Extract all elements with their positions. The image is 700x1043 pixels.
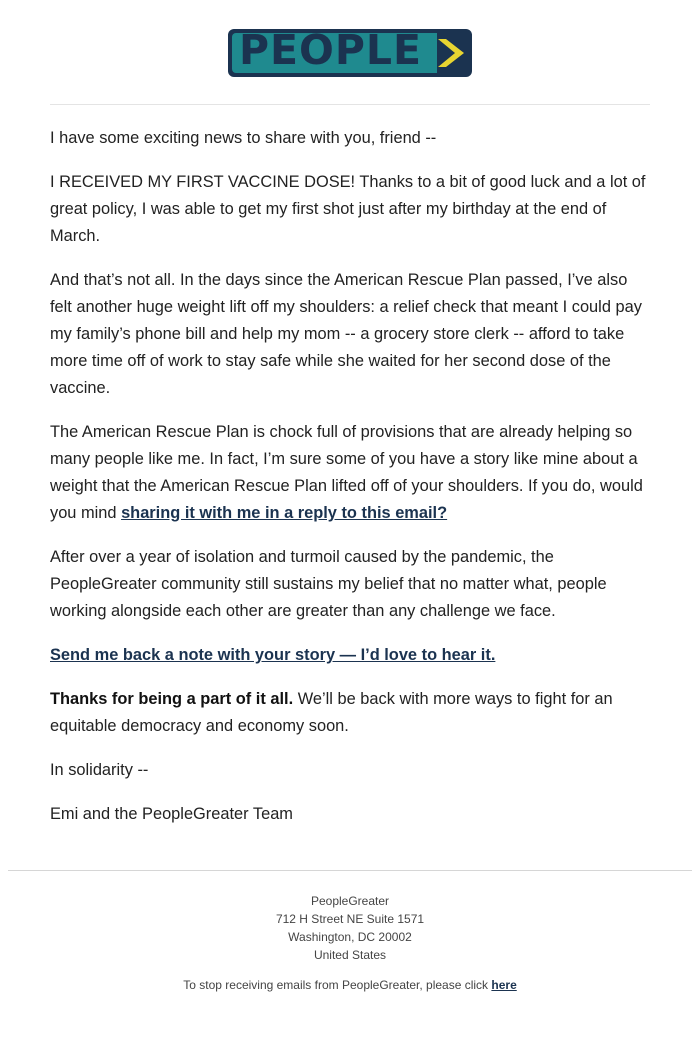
- greeting-paragraph: I have some exciting news to share with you, friend --: [50, 129, 437, 147]
- unsubscribe-line: [0, 976, 700, 994]
- community-paragraph: After over a year of isolation and turmoil caused by the pandemic, the PeopleGreater community still sustains my belief that no matter what, people working alongside each other are greater than any challenge we face.: [50, 548, 607, 620]
- footer-city: Washington, DC 20002: [288, 930, 412, 944]
- footer-divider: [8, 870, 692, 871]
- people-logo[interactable]: [228, 29, 472, 77]
- chevron-right-icon: [436, 36, 466, 70]
- thanks-paragraph: [50, 686, 650, 740]
- share-story-text: The American Rescue Plan is chock full of provisions that are already helping so many people like me. In fact, I’m sure some of you have a story like mine about a weight that the American Rescue Plan lifted off of your shoulders. If you do, would you mind: [50, 423, 643, 522]
- share-story-paragraph: [50, 419, 650, 527]
- footer-street: 712 H Street NE Suite 1571: [275, 912, 425, 926]
- signature-text: Emi and the PeopleGreater Team: [50, 805, 293, 823]
- unsubscribe-text: To stop receiving emails from PeopleGreater, please click: [183, 978, 492, 992]
- footer-org: PeopleGreater: [310, 894, 390, 908]
- closing-text: In solidarity --: [50, 761, 149, 779]
- unsubscribe-link[interactable]: here: [491, 978, 517, 992]
- cta-paragraph: [50, 642, 650, 669]
- logo-text: PEOPLE: [238, 29, 423, 74]
- footer: [0, 892, 700, 994]
- thanks-bold-text: Thanks for being a part of it all.: [50, 690, 294, 708]
- rescue-plan-paragraph: And that’s not all. In the days since the American Rescue Plan passed, I’ve also felt another huge weight lift off my shoulders: a relief check that meant I could pay my family’s phone bill and help my mom -- a grocery store clerk -- afford to take more time off of work to stay safe while she waited for her second dose of the vaccine.: [50, 271, 642, 397]
- footer-country: United States: [313, 948, 387, 962]
- header-divider: [50, 104, 650, 105]
- thanks-rest-text: We’ll be back with more ways to fight for an equitable democracy and economy soon.: [50, 690, 613, 735]
- footer-address: [0, 892, 700, 964]
- header: [0, 29, 700, 82]
- email-body: [50, 125, 650, 845]
- vaccine-paragraph: I RECEIVED MY FIRST VACCINE DOSE! Thanks to a bit of good luck and a lot of great policy, I was able to get my first shot just after my birthday at the end of March.: [50, 173, 646, 245]
- share-story-link[interactable]: sharing it with me in a reply to this email?: [121, 504, 448, 522]
- send-story-link[interactable]: Send me back a note with your story — I’d love to hear it.: [50, 646, 496, 664]
